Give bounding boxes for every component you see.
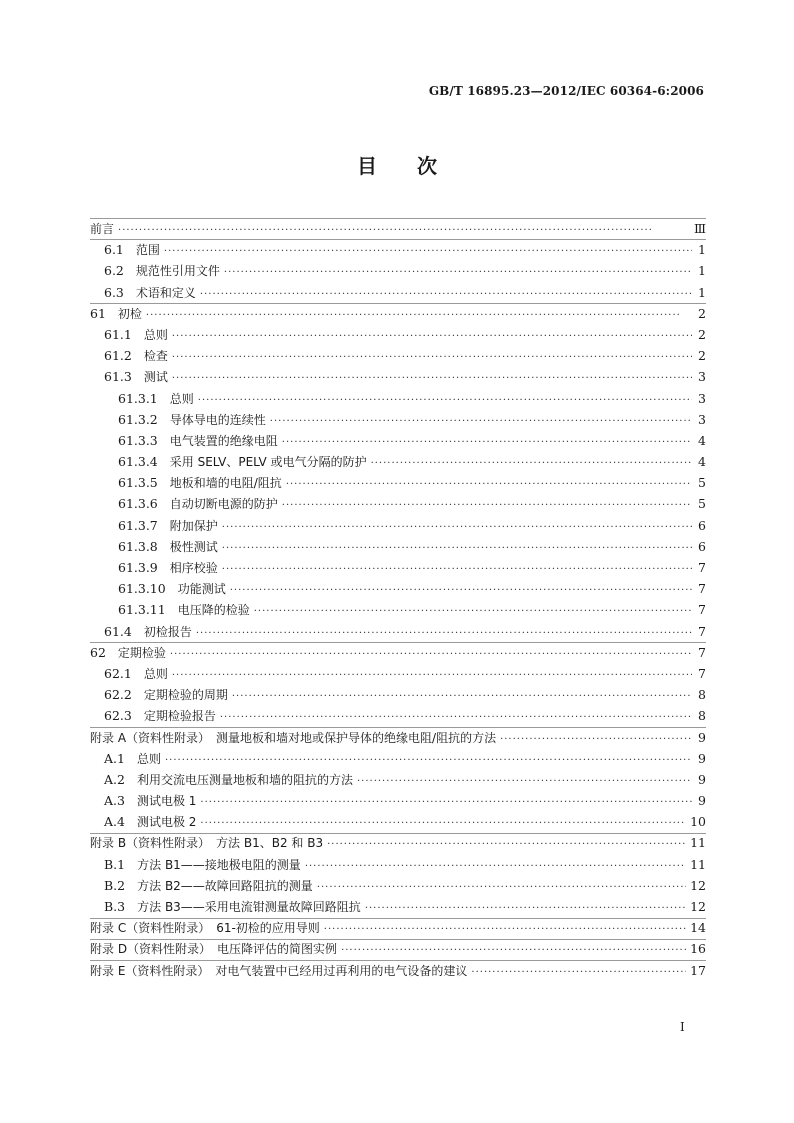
toc-entry-page: 3 [698, 369, 706, 385]
dot-leader [471, 962, 686, 983]
toc-entry[interactable] [90, 663, 706, 684]
toc-entry-title: 附录 D（资料性附录） 电压降评估的简图实例 [90, 942, 338, 957]
dot-leader [317, 877, 686, 898]
toc-entry-title: 总则 [169, 391, 194, 406]
toc-entry-page: 17 [690, 962, 706, 978]
toc-entry-title: 总则 [143, 666, 168, 681]
toc-entry[interactable] [90, 515, 706, 536]
toc-entry[interactable] [90, 832, 706, 853]
toc-entry-page: 10 [690, 814, 706, 830]
toc-entry[interactable] [90, 769, 706, 790]
toc-entry[interactable] [90, 557, 706, 578]
dot-leader [172, 665, 692, 686]
toc-entry[interactable] [90, 960, 706, 981]
toc-entry[interactable] [90, 388, 706, 409]
toc-entry[interactable] [90, 430, 706, 451]
dot-leader [282, 432, 692, 453]
toc-entry-title: 定期检验 [117, 645, 166, 660]
dot-leader [232, 686, 692, 707]
toc-entry-title: 电气装置的绝缘电阻 [169, 433, 278, 448]
toc-entry[interactable] [90, 324, 706, 345]
dot-leader [341, 940, 686, 961]
toc-entry-title: 附加保护 [169, 518, 218, 533]
toc-entry[interactable] [90, 684, 706, 705]
toc-entry[interactable] [90, 303, 706, 324]
toc-entry-page: 7 [698, 623, 706, 639]
dot-leader [305, 856, 686, 877]
dot-leader [172, 347, 692, 368]
toc-entry-page: 2 [698, 326, 706, 342]
toc-entry-number: 62.1 [104, 665, 132, 681]
toc-entry-page: 8 [698, 708, 706, 724]
toc-entry[interactable] [90, 599, 706, 620]
toc-entry-title: 测试 [143, 370, 168, 385]
toc-entry-page: 9 [698, 771, 706, 787]
toc-entry-page: 4 [698, 432, 706, 448]
toc-entry-title: 地板和墙的电阻/阻抗 [169, 476, 282, 491]
toc-entry-title: 术语和定义 [135, 285, 196, 300]
toc-entry-page: 11 [690, 856, 706, 872]
dot-leader [327, 834, 686, 855]
dot-leader [172, 326, 692, 347]
toc-entry-page: 1 [698, 242, 706, 258]
toc-entry-page: 3 [698, 390, 706, 406]
toc-entry[interactable] [90, 345, 706, 366]
toc-entry-title: 自动切断电源的防护 [169, 497, 278, 512]
toc-entry-number: A.1 [104, 750, 125, 766]
toc-entry-title: 附录 C（资料性附录） 61-初检的应用导则 [90, 921, 320, 936]
toc-entry[interactable] [90, 282, 706, 303]
dot-leader [200, 792, 692, 813]
separator-rule [90, 727, 706, 728]
toc-entry-number: 6.2 [104, 263, 124, 279]
toc-entry-page: 16 [690, 941, 706, 957]
toc-entry-number: 61.3.9 [118, 560, 158, 575]
toc-entry-number: 61.3.11 [118, 602, 166, 618]
dot-leader [222, 517, 692, 538]
toc-entry-title: 导体导电的连续性 [169, 412, 266, 427]
toc-entry-title: 定期检验的周期 [143, 688, 228, 703]
toc-entry[interactable] [90, 748, 706, 769]
toc-entry-title: 测试电极 1 [136, 794, 197, 809]
toc-entry-number: 61.4 [104, 623, 132, 639]
toc-entry[interactable] [90, 917, 706, 938]
toc-entry-number: B.1 [104, 856, 126, 872]
toc-entry-number: 61.1 [104, 326, 132, 342]
toc-entry-title: 极性测试 [169, 539, 218, 554]
toc-entry-number: 61.3.2 [118, 411, 158, 427]
toc-entry-number: 61.3.5 [118, 475, 158, 491]
toc-entry-page: 12 [690, 899, 706, 914]
dot-leader [254, 601, 692, 622]
toc-entry-number: 62.2 [104, 687, 132, 703]
toc-entry-title: 初检报告 [143, 624, 192, 639]
toc-entry-number: 61.3.4 [118, 454, 158, 470]
toc-entry-page: Ⅲ [693, 221, 706, 236]
toc-entry-number: 61.2 [104, 348, 132, 364]
dot-leader [230, 580, 692, 601]
toc-entry-number: 61.3.10 [118, 581, 166, 597]
dot-leader [172, 368, 692, 389]
toc-entry[interactable] [90, 409, 706, 430]
toc-entry-number: A.3 [104, 793, 125, 809]
toc-entry-number: B.3 [104, 899, 126, 914]
toc-entry-title: 规范性引用文件 [135, 264, 220, 279]
separator-rule [90, 939, 706, 940]
toc-entry-page: 9 [698, 729, 706, 745]
dot-leader [357, 771, 692, 792]
toc-entry[interactable] [90, 536, 706, 557]
toc-entry-page: 7 [698, 602, 706, 618]
toc-entry[interactable] [90, 642, 706, 663]
page-number: I [680, 1020, 685, 1034]
toc-entry[interactable] [90, 896, 706, 917]
dot-leader [165, 750, 692, 771]
toc-entry-title: 测试电极 2 [136, 815, 197, 830]
toc-entry-page: 2 [698, 348, 706, 364]
toc-entry[interactable] [90, 472, 706, 493]
toc-entry[interactable] [90, 218, 706, 239]
toc-entry-page: 7 [698, 581, 706, 597]
toc-entry-page: 2 [698, 305, 706, 321]
toc-entry-number: 61 [90, 305, 106, 321]
table-of-contents [90, 218, 706, 981]
toc-entry-page: 12 [690, 877, 706, 893]
toc-entry-page: 7 [698, 644, 706, 660]
dot-leader [282, 495, 692, 516]
separator-rule [90, 960, 706, 961]
toc-entry-number: 62 [90, 644, 106, 660]
dot-leader [500, 729, 692, 750]
toc-entry-page: 7 [698, 560, 706, 575]
toc-entry-title: 附录 A（资料性附录） 测量地板和墙对地或保护导体的绝缘电阻/阻抗的方法 [90, 730, 497, 745]
dot-leader [324, 919, 686, 940]
toc-entry[interactable] [90, 451, 706, 472]
toc-entry-page: 6 [698, 517, 706, 533]
dot-leader [196, 623, 692, 644]
toc-entry-title: 电压降的检验 [177, 603, 250, 618]
toc-entry-number: 61.3.6 [118, 496, 158, 512]
dot-leader [198, 390, 692, 411]
toc-entry[interactable] [90, 260, 706, 281]
separator-rule [90, 642, 706, 643]
toc-entry-page: 1 [698, 284, 706, 300]
toc-entry-number: 62.3 [104, 708, 132, 724]
toc-entry-title: 附录 E（资料性附录） 对电气装置中已经用过再利用的电气设备的建议 [90, 963, 468, 978]
toc-entry[interactable] [90, 239, 706, 260]
toc-entry-title: 初检 [117, 306, 142, 321]
toc-entry[interactable] [90, 938, 706, 959]
toc-entry-title: 总则 [143, 327, 168, 342]
dot-leader [365, 898, 686, 919]
dot-leader [118, 220, 690, 241]
toc-entry-title: 定期检验报告 [143, 709, 216, 724]
toc-entry-number: 6.1 [104, 242, 124, 258]
toc-entry[interactable] [90, 811, 706, 832]
dot-leader [200, 284, 692, 305]
toc-entry-number: 61.3.7 [118, 517, 158, 533]
toc-entry[interactable] [90, 790, 706, 811]
dot-leader [224, 262, 692, 283]
toc-entry-number: 61.3 [104, 369, 132, 385]
toc-entry-number: 6.3 [104, 284, 124, 300]
toc-entry-number: 61.3.8 [118, 538, 158, 554]
separator-rule [90, 833, 706, 834]
toc-entry-page: 9 [698, 750, 706, 766]
page-title: 目次 [357, 154, 477, 178]
toc-entry-title: 方法 B3——采用电流钳测量故障回路阻抗 [137, 900, 361, 914]
toc-entry[interactable] [90, 621, 706, 642]
toc-entry[interactable] [90, 854, 706, 875]
toc-entry-title: 方法 B2——故障回路阻抗的测量 [137, 878, 313, 893]
separator-rule [90, 303, 706, 304]
toc-entry[interactable] [90, 578, 706, 599]
toc-entry-number: A.4 [104, 814, 125, 830]
toc-entry[interactable] [90, 875, 706, 896]
toc-entry-title: 检查 [143, 349, 168, 364]
toc-entry-page: 6 [698, 538, 706, 554]
toc-entry-page: 3 [698, 411, 706, 427]
dot-leader [222, 538, 692, 559]
dot-leader [222, 559, 692, 580]
toc-entry-number: B.2 [104, 877, 126, 893]
dot-leader [164, 241, 692, 262]
toc-entry-page: 9 [698, 793, 706, 809]
dot-leader [220, 707, 692, 728]
standard-code-header: GB/T 16895.23—2012/IEC 60364-6:2006 [428, 84, 704, 98]
toc-entry-title: 总则 [136, 751, 161, 766]
toc-entry-title: 方法 B1——接地极电阻的测量 [137, 857, 301, 872]
toc-entry-page: 7 [698, 665, 706, 681]
dot-leader [146, 305, 692, 326]
toc-entry-page: 5 [698, 475, 706, 491]
dot-leader [286, 474, 692, 495]
toc-entry-title: 附录 B（资料性附录） 方法 B1、B2 和 B3 [90, 836, 324, 851]
separator-rule [90, 218, 706, 219]
toc-entry-number: A.2 [104, 771, 125, 787]
toc-entry-title: 范围 [135, 243, 160, 258]
toc-entry-page: 11 [690, 835, 706, 851]
toc-entry-page: 1 [698, 263, 706, 279]
toc-entry[interactable] [90, 727, 706, 748]
dot-leader [170, 644, 692, 665]
toc-entry-title: 相序校验 [169, 561, 218, 575]
toc-entry-page: 14 [690, 920, 706, 936]
toc-entry[interactable] [90, 705, 706, 726]
toc-entry-title: 前言 [90, 222, 115, 236]
separator-rule [90, 239, 706, 240]
toc-entry-number: 61.3.1 [118, 390, 158, 406]
toc-entry[interactable] [90, 366, 706, 387]
dot-leader [270, 411, 692, 432]
toc-entry-page: 4 [698, 454, 706, 470]
toc-entry[interactable] [90, 493, 706, 514]
separator-rule [90, 918, 706, 919]
dot-leader [200, 813, 686, 834]
toc-entry-page: 5 [698, 496, 706, 512]
dot-leader [371, 453, 692, 474]
toc-entry-number: 61.3.3 [118, 432, 158, 448]
toc-entry-title: 利用交流电压测量地板和墙的阻抗的方法 [136, 772, 353, 787]
toc-entry-title: 采用 SELV、PELV 或电气分隔的防护 [169, 455, 367, 470]
toc-entry-title: 功能测试 [177, 582, 226, 597]
toc-entry-page: 8 [698, 687, 706, 703]
